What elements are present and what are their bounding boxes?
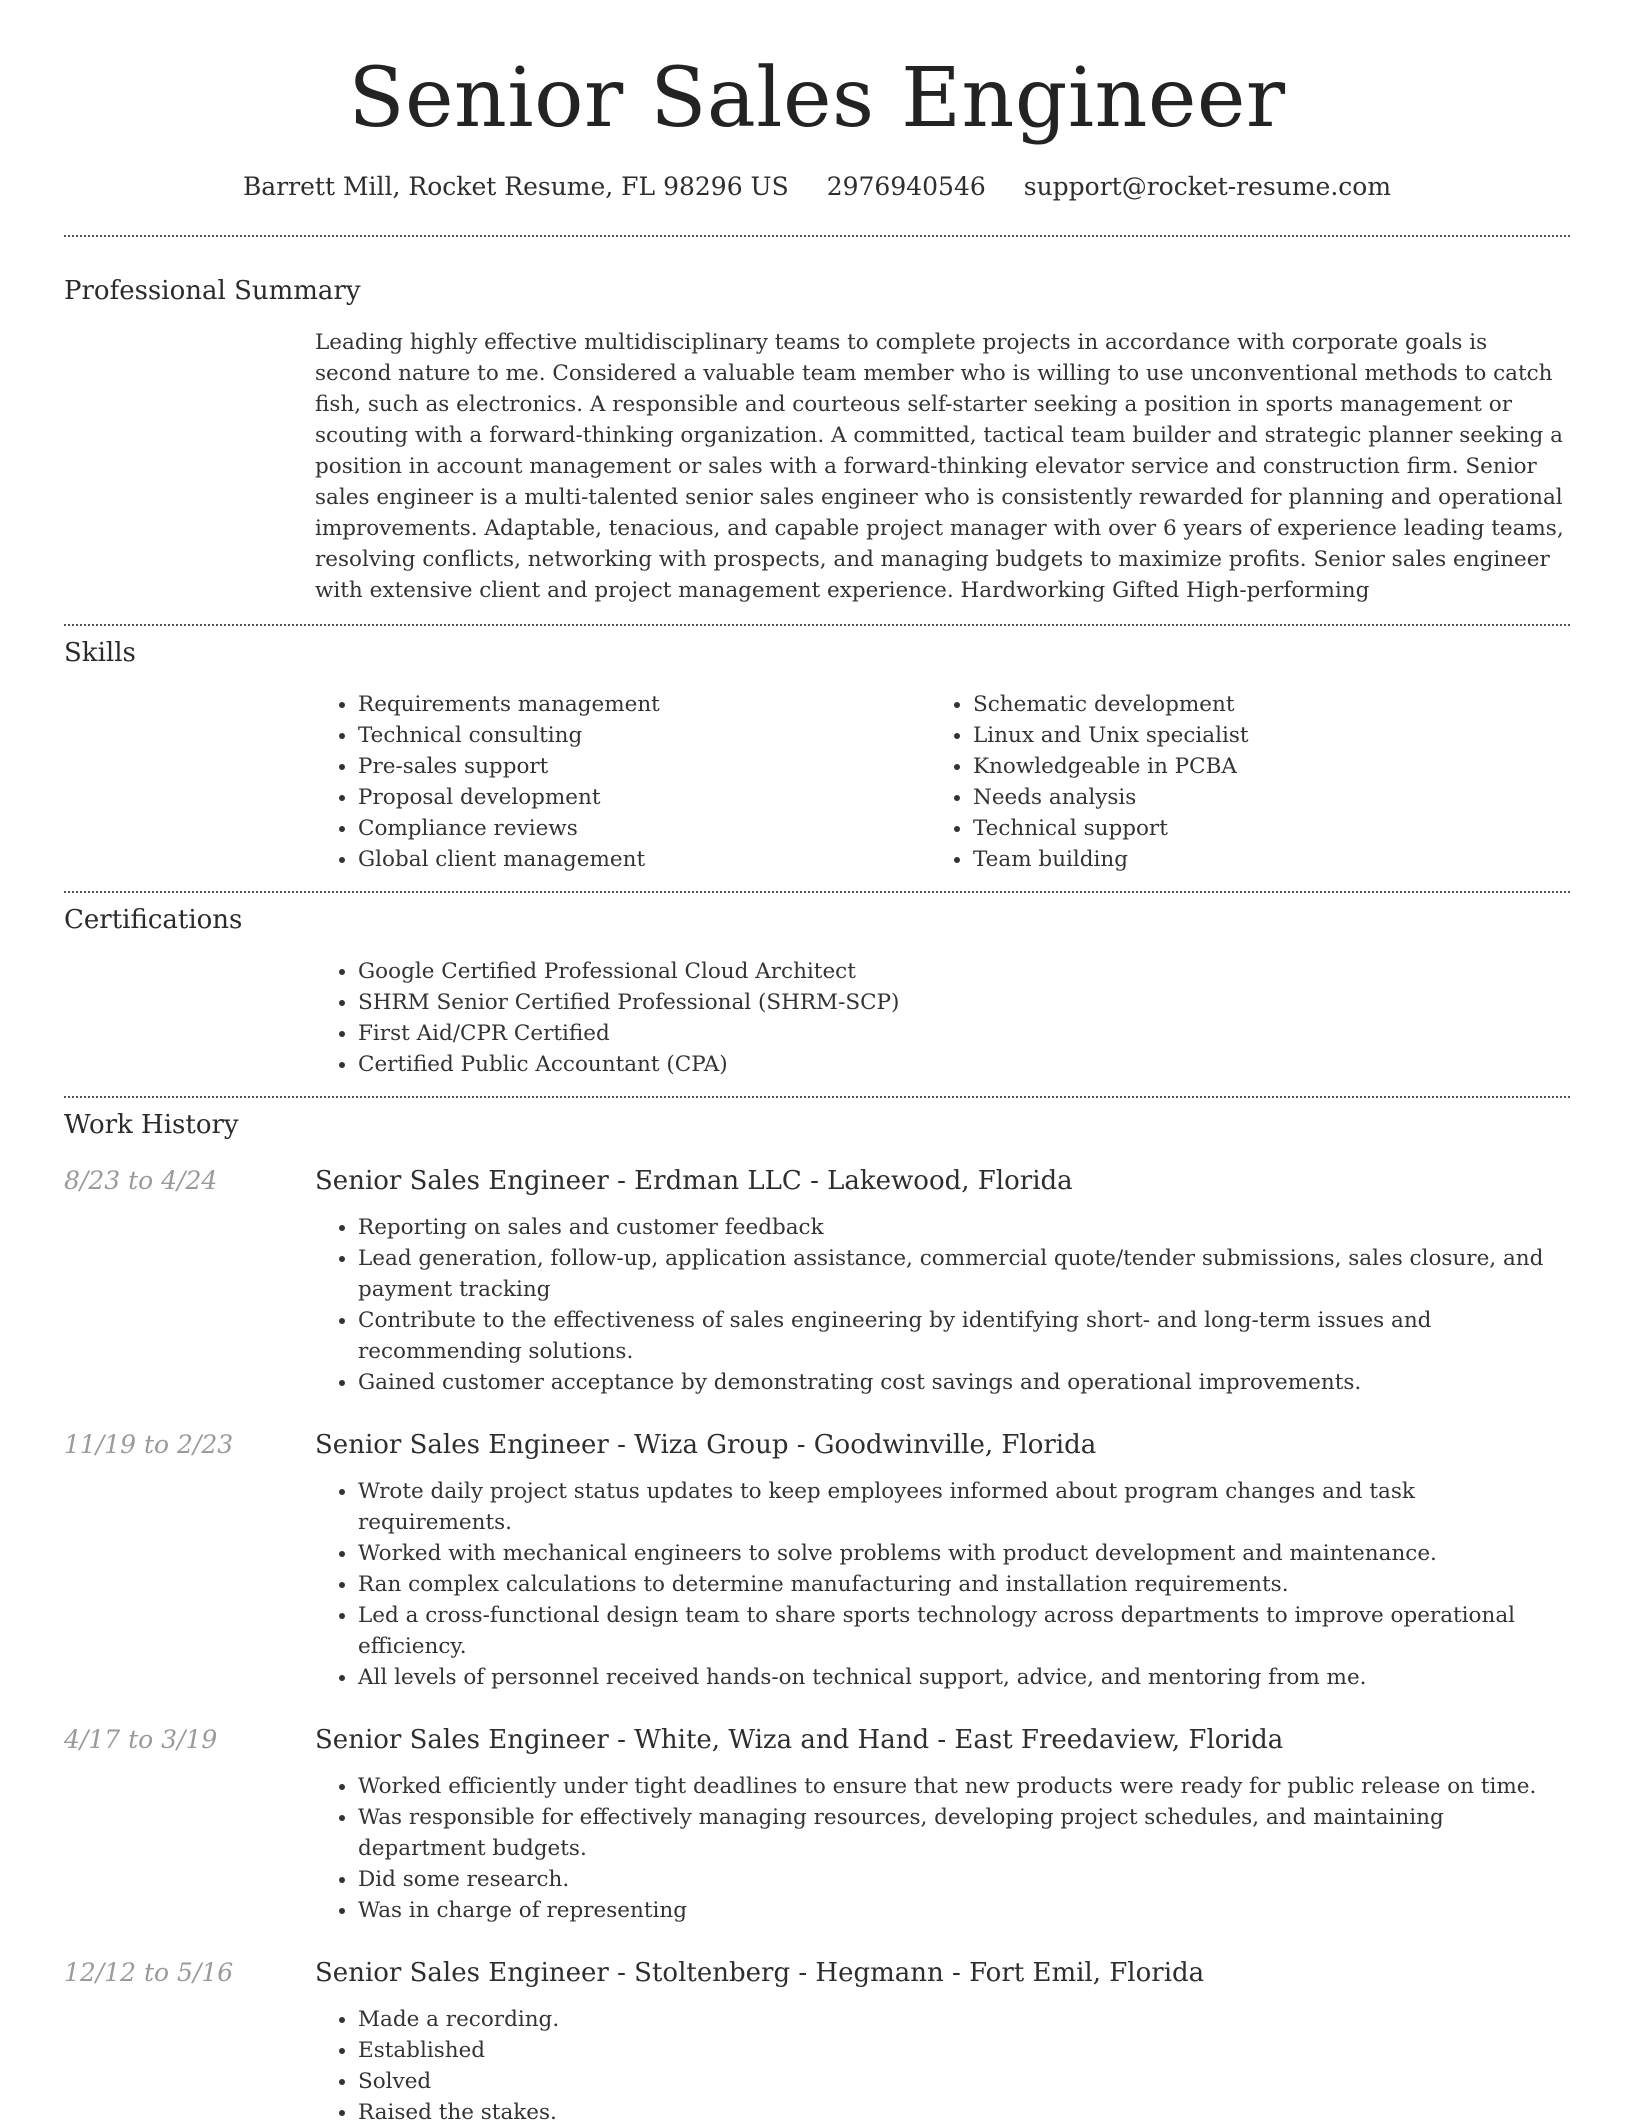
job-body — [315, 1164, 1570, 1398]
list-item: • Reporting on sales and customer feedback — [358, 1212, 1570, 1243]
skills-column-left — [315, 689, 930, 875]
contact-phone: 2976940546 — [826, 172, 986, 201]
job-title: Senior Sales Engineer - Erdman LLC - Lakewood, Florida — [315, 1166, 1073, 1196]
list-item: • Schematic development — [973, 689, 1545, 720]
job-dates: 11/19 to 2/23 — [64, 1430, 234, 1459]
list-item: • Led a cross-functional design team to share sports technology across departments to improve operational efficiency. — [358, 1600, 1570, 1662]
list-item: • Solved — [358, 2066, 1570, 2097]
section-title-certifications: Certifications — [64, 905, 243, 935]
list-item: • Was in charge of representing — [358, 1895, 1570, 1926]
section-title-work-history: Work History — [64, 1110, 239, 1140]
job-entry — [64, 1428, 1570, 1693]
divider — [64, 624, 1570, 626]
list-item: • Team building — [973, 844, 1545, 875]
list-item: • Global client management — [358, 844, 930, 875]
job-title: Senior Sales Engineer - Wiza Group - Goodwinville, Florida — [315, 1430, 1097, 1460]
job-entry — [64, 1723, 1570, 1926]
list-item: • Compliance reviews — [358, 813, 930, 844]
list-item: • Did some research. — [358, 1864, 1570, 1895]
list-item: • Technical consulting — [358, 720, 930, 751]
list-item: • Raised the stakes. — [358, 2097, 1570, 2128]
job-body — [315, 1428, 1570, 1693]
list-item: • Pre-sales support — [358, 751, 930, 782]
list-item: • Requirements management — [358, 689, 930, 720]
list-item: • Was responsible for effectively managing resources, developing project schedules, and maintaining department budgets. — [358, 1802, 1570, 1864]
list-item: • Worked efficiently under tight deadlines to ensure that new products were ready for public release on time. — [358, 1771, 1570, 1802]
list-item: • All levels of personnel received hands-on technical support, advice, and mentoring from me. — [358, 1662, 1570, 1693]
list-item: • Gained customer acceptance by demonstrating cost savings and operational improvements. — [358, 1367, 1570, 1398]
list-item: • Technical support — [973, 813, 1545, 844]
section-title-summary: Professional Summary — [64, 276, 361, 306]
job-dates: 12/12 to 5/16 — [64, 1958, 234, 1987]
resume-page — [64, 0, 1570, 2128]
job-dates: 8/23 to 4/24 — [64, 1166, 218, 1195]
list-item: • Lead generation, follow-up, application assistance, commercial quote/tender submissions, sales closure, and payment tracking — [358, 1243, 1570, 1305]
summary-text: Leading highly effective multidisciplinary teams to complete projects in accordance with corporate goals is second nature to me. Considered a valuable team member who is willing to use unconventional methods to catch fish, such as electronics. A responsible and courteous self-starter seeking a position in sports management or scouting with a forward-thinking organization. A committed, tactical team builder and strategic planner seeking a position in account management or sales with a forward-thinking elevator service and construction firm. Senior sales engineer is a multi-talented senior sales engineer who is consistently rewarded for planning and operational improvements. Adaptable, tenacious, and capable project manager with over 6 years of experience leading teams, resolving conflicts, networking with prospects, and managing budgets to maximize profits. Senior sales engineer with extensive client and project management experience. Hardworking Gifted High-performing — [315, 330, 1564, 603]
list-item: • SHRM Senior Certified Professional (SHRM-SCP) — [358, 987, 1570, 1018]
list-item: • Wrote daily project status updates to keep employees informed about program changes and task requirements. — [358, 1476, 1570, 1538]
divider — [64, 891, 1570, 893]
job-body — [315, 1723, 1570, 1926]
job-entry — [64, 1956, 1570, 2128]
list-item: • Google Certified Professional Cloud Architect — [358, 956, 1570, 987]
contact-address: Barrett Mill, Rocket Resume, FL 98296 US — [242, 172, 789, 201]
contact-email: support@rocket-resume.com — [1023, 172, 1392, 201]
list-item: • Established — [358, 2035, 1570, 2066]
skills-list — [315, 689, 1570, 875]
list-item: • Contribute to the effectiveness of sales engineering by identifying short- and long-term issues and recommending solutions. — [358, 1305, 1570, 1367]
contact-line — [64, 172, 1570, 201]
job-title: Senior Sales Engineer - Stoltenberg - Hegmann - Fort Emil, Florida — [315, 1958, 1205, 1988]
divider — [64, 1096, 1570, 1098]
resume-name: Senior Sales Engineer — [348, 51, 1286, 146]
list-item: • Worked with mechanical engineers to solve problems with product development and maintenance. — [358, 1538, 1570, 1569]
list-item: • Knowledgeable in PCBA — [973, 751, 1545, 782]
section-title-skills: Skills — [64, 638, 136, 668]
divider — [64, 235, 1570, 237]
list-item: • Proposal development — [358, 782, 930, 813]
list-item: • Ran complex calculations to determine manufacturing and installation requirements. — [358, 1569, 1570, 1600]
list-item: • Certified Public Accountant (CPA) — [358, 1049, 1570, 1080]
list-item: • Made a recording. — [358, 2004, 1570, 2035]
job-entry — [64, 1164, 1570, 1398]
list-item: • First Aid/CPR Certified — [358, 1018, 1570, 1049]
job-title: Senior Sales Engineer - White, Wiza and Hand - East Freedaview, Florida — [315, 1725, 1284, 1755]
certifications-list — [315, 956, 1570, 1080]
skills-column-right — [930, 689, 1545, 875]
list-item: • Needs analysis — [973, 782, 1545, 813]
job-body — [315, 1956, 1570, 2128]
job-dates: 4/17 to 3/19 — [64, 1725, 218, 1754]
list-item: • Linux and Unix specialist — [973, 720, 1545, 751]
